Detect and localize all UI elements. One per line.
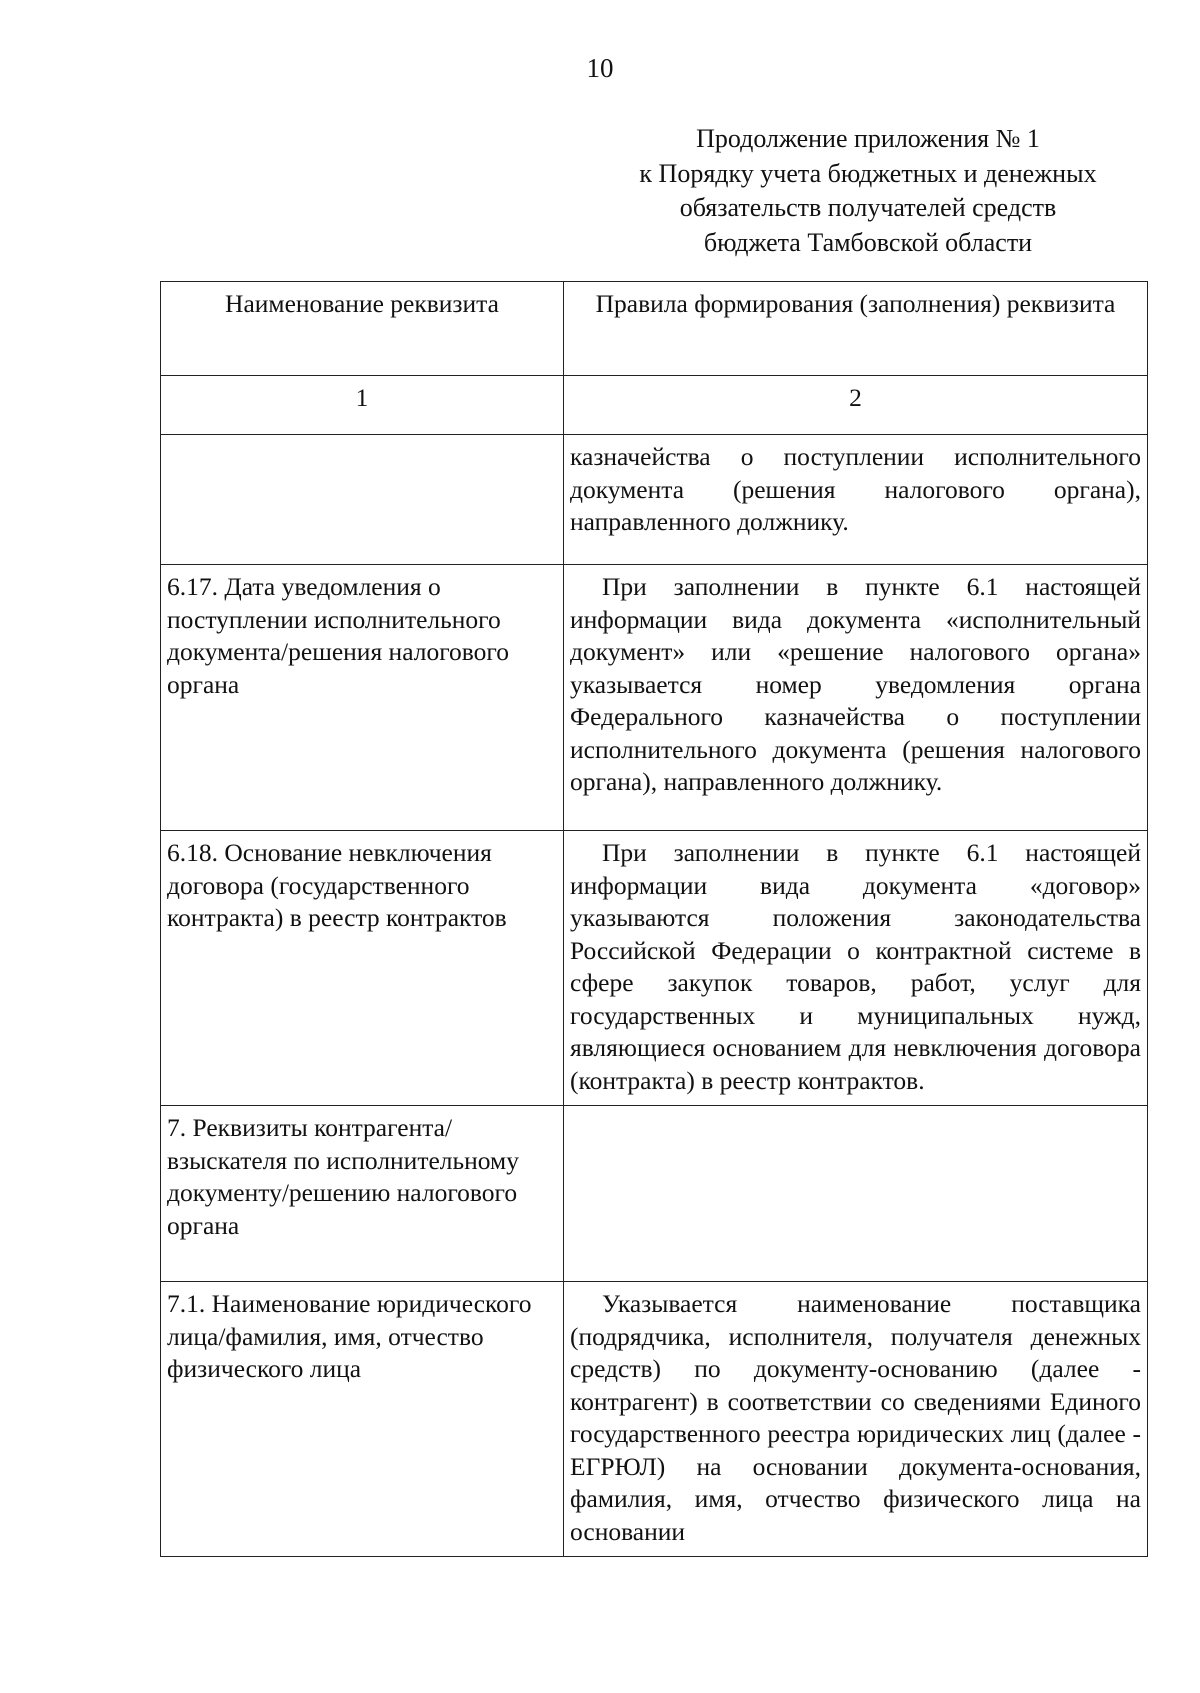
requisite-name-cell [161, 435, 564, 565]
requisite-name-cell: 6.18. Основание невключения договора (государственного контракта) в реестр контрактов [161, 831, 564, 1106]
table-header-row [161, 282, 1148, 376]
table-row [161, 435, 1148, 565]
column-number-row [161, 376, 1148, 435]
table-row [161, 565, 1148, 831]
appendix-line: обязательств получателей средств [679, 193, 1057, 222]
appendix-line: бюджета Тамбовской области [703, 227, 1033, 257]
requisite-rule-cell: казначейства о поступлении исполнительного документа (решения налогового органа), направленного должнику. [564, 435, 1148, 565]
column-number: 2 [564, 376, 1148, 435]
requisite-rule-cell: При заполнении в пункте 6.1 настоящей информации вида документа «договор» указываются положения законодательства Российской Федерации о контрактной системе в сфере закупок товаров, работ, услуг для государственных и муниципальных нужд, являющиеся основанием для невключения договора (контракта) в реестр контрактов. [564, 831, 1148, 1106]
requisite-rule-cell: Указывается наименование поставщика (подрядчика, исполнителя, получателя денежных средств) по документу-основанию (далее - контрагент) в соответствии со сведениями Единого государственного реестра юридических лиц (далее - ЕГРЮЛ) на основании документа-основания, фамилия, имя, отчество физического лица на основании [564, 1282, 1148, 1557]
column-header-name: Наименование реквизита [161, 282, 564, 376]
table-row [161, 831, 1148, 1106]
page-number: 10 [586, 53, 614, 83]
appendix-line: Продолжение приложения № 1 [696, 124, 1040, 153]
column-number: 1 [161, 376, 564, 435]
requisite-name-cell: 6.17. Дата уведомления о поступлении исполнительного документа/решения налогового органа [161, 565, 564, 831]
requisite-rule-cell: При заполнении в пункте 6.1 настоящей информации вида документа «исполнительный документ» или «решение налогового органа» указывается номер уведомления органа Федерального казначейства о поступлении исполнительного документа (решения налогового органа), направленного должнику. [564, 565, 1148, 831]
requisite-name-cell: 7. Реквизиты контрагента/взыскателя по исполнительному документу/решению налогового органа [161, 1106, 564, 1282]
requisites-table [160, 281, 1148, 1557]
table-row [161, 1282, 1148, 1557]
requisite-name-cell: 7.1. Наименование юридического лица/фамилия, имя, отчество физического лица [161, 1282, 564, 1557]
table-row [161, 1106, 1148, 1282]
column-header-rules: Правила формирования (заполнения) реквизита [564, 282, 1148, 376]
requisite-rule-cell [564, 1106, 1148, 1282]
appendix-header [588, 122, 1148, 260]
appendix-line: к Порядку учета бюджетных и денежных [639, 158, 1097, 188]
